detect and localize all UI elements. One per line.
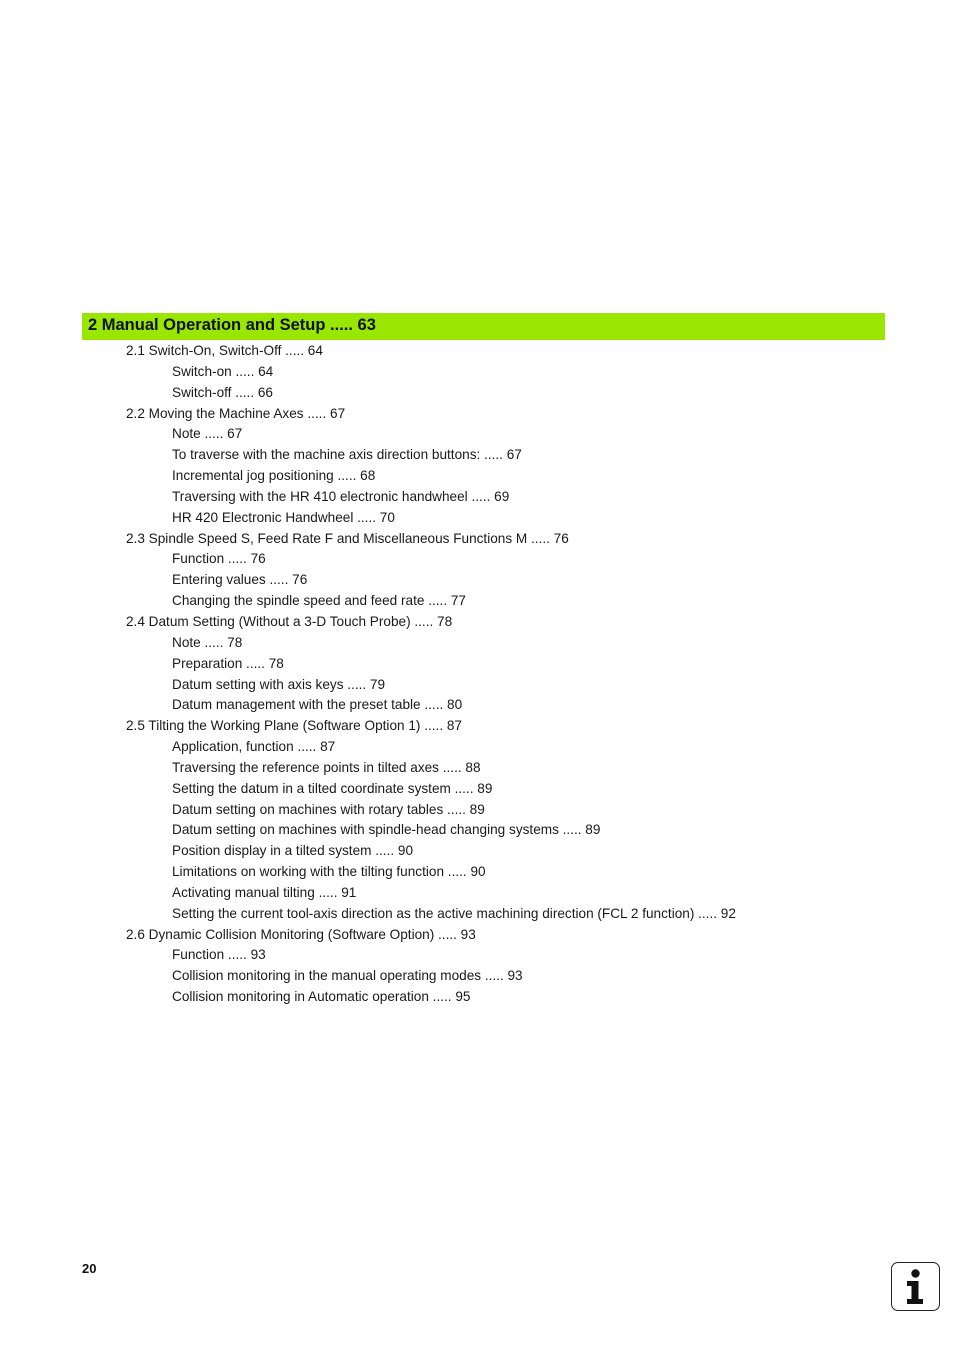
toc-section-entry[interactable]: 2.2 Moving the Machine Axes ..... 67 [126,405,346,421]
toc-subsection-entry[interactable]: Preparation ..... 78 [172,655,284,671]
toc-subsection-entry[interactable]: Limitations on working with the tilting function ..... 90 [172,864,486,880]
page-number: 20 [82,1261,97,1276]
toc-subsection-entry[interactable]: Switch-on ..... 64 [172,363,274,379]
toc-subsection-entry[interactable]: Collision monitoring in the manual operating modes ..... 93 [172,968,523,984]
toc-subsection-entry[interactable]: Traversing with the HR 410 electronic handwheel ..... 69 [172,488,510,504]
toc-subsection-entry[interactable]: Traversing the reference points in tilted axes ..... 88 [172,759,481,775]
toc-section-entry[interactable]: 2.5 Tilting the Working Plane (Software Option 1) ..... 87 [126,718,462,734]
toc-subsection-entry[interactable]: Note ..... 78 [172,634,243,650]
toc-section-entry[interactable]: 2.1 Switch-On, Switch-Off ..... 64 [126,343,323,358]
toc-subsection-entry[interactable]: HR 420 Electronic Handwheel ..... 70 [172,509,395,525]
info-icon [891,1262,940,1311]
toc-subsection-entry[interactable]: Application, function ..... 87 [172,739,336,755]
toc-subsection-entry[interactable]: Datum setting on machines with spindle-head changing systems ..... 89 [172,822,601,838]
chapter-title[interactable]: 2 Manual Operation and Setup ..... 63 [88,316,376,334]
toc-subsection-entry[interactable]: Collision monitoring in Automatic operation ..... 95 [172,989,471,1005]
toc-subsection-entry[interactable]: Note ..... 67 [172,426,243,442]
toc-section-entry[interactable]: 2.3 Spindle Speed S, Feed Rate F and Miscellaneous Functions M ..... 76 [126,530,569,546]
toc-subsection-entry[interactable]: Activating manual tilting ..... 91 [172,884,357,900]
toc-subsection-entry[interactable]: Switch-off ..... 66 [172,384,273,400]
toc-subsection-entry[interactable]: Function ..... 93 [172,947,266,963]
toc-section-entry[interactable]: 2.6 Dynamic Collision Monitoring (Software Option) ..... 93 [126,926,476,942]
toc-subsection-entry[interactable]: Setting the datum in a tilted coordinate system ..... 89 [172,780,493,796]
toc-subsection-entry[interactable]: To traverse with the machine axis direction buttons: ..... 67 [172,447,522,463]
toc-section-entry[interactable]: 2.4 Datum Setting (Without a 3-D Touch Probe) ..... 78 [126,613,453,629]
toc-subsection-entry[interactable]: Incremental jog positioning ..... 68 [172,468,376,484]
toc-subsection-entry[interactable]: Setting the current tool-axis direction as the active machining direction (FCL 2 function) ..... 92 [172,905,736,921]
toc-subsection-entry[interactable]: Datum setting on machines with rotary tables ..... 89 [172,801,485,817]
toc-subsection-entry[interactable]: Entering values ..... 76 [172,572,308,588]
toc-subsection-entry[interactable]: Datum setting with axis keys ..... 79 [172,676,386,692]
toc-subsection-entry[interactable]: Position display in a tilted system ..... 90 [172,843,414,859]
toc-subsection-entry[interactable]: Datum management with the preset table ..... 80 [172,697,463,713]
toc-subsection-entry[interactable]: Changing the spindle speed and feed rate ..... 77 [172,593,466,609]
toc-subsection-entry[interactable]: Function ..... 76 [172,551,266,567]
chapter-heading-bar [82,313,885,340]
table-of-contents [0,341,954,1008]
